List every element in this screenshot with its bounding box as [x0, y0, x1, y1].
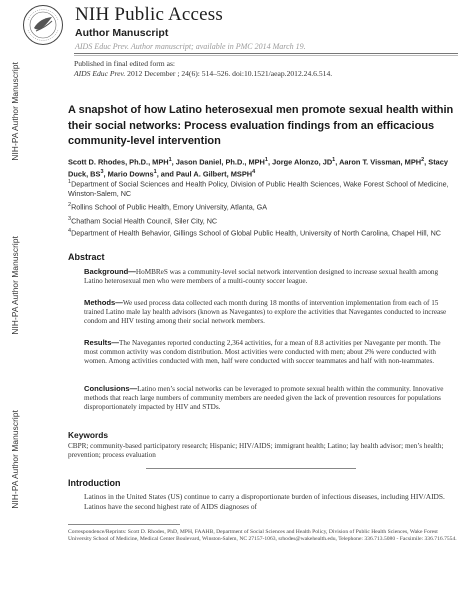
footnote-rule: [68, 524, 180, 525]
header-rule: [74, 53, 458, 54]
abstract-label: Results—: [84, 338, 120, 347]
abstract-label: Methods—: [84, 298, 123, 307]
affiliation-text: Department of Health Behavior, Gillings School of Global Public Health, University of North Carolina, Chapel Hill, NC: [71, 228, 441, 238]
author-affil-marker: 1: [264, 157, 268, 163]
author-name: Jorge Alonzo, JD: [272, 157, 333, 167]
abstract-background: [84, 267, 454, 286]
author-name: Stacy Duck, BS: [68, 157, 448, 179]
abstract-text: We used process data collected each month during 18 months of intervention implementation from each of 15 trained Latino male lay health advisors (known as Navegantes) to explore the activities that Navegantes conducted to increase condom and HIV testing among their social network members.: [84, 299, 447, 326]
header-title: NIH Public Access: [75, 4, 223, 25]
affiliation-2: [68, 200, 464, 212]
introduction-text: Latinos in the United States (US) continue to carry a disproportionate burden of infectious diseases, including HIV/AIDS. Latinos have the second highest rate of AIDS diagnoses of: [84, 492, 445, 511]
hhs-seal-icon: [22, 4, 64, 46]
author-name: Jason Daniel, Ph.D., MPH: [175, 157, 265, 167]
author-name: Paul A. Gilbert, MSPH: [176, 169, 253, 179]
keywords-rule: [146, 468, 356, 469]
correspondence-footnote: Correspondence/Reprints: Scott D. Rhodes, PhD, MPH, FAAHB, Department of Social Sciences and Health Policy, Division of Public Health Sciences, Wake Forest University School of Medicine, Medical Center Boulevard, Winston-Salem, NC 27157-1063, srhodes@wakehealth.edu, Telephone: 336.713.5080 - Facsimile: 336.716.7554.: [68, 529, 457, 543]
published-label: Published in final edited form as:: [74, 59, 176, 68]
affiliation-marker: 4: [68, 228, 72, 234]
abstract-heading: Abstract: [68, 252, 105, 262]
affiliation-marker: 2: [68, 202, 72, 208]
author-name: Scott D. Rhodes, Ph.D., MPH: [68, 157, 169, 167]
affiliation-marker: 3: [68, 216, 72, 222]
author-separator: ,: [424, 157, 429, 167]
affiliation-3: [68, 214, 464, 226]
keywords-heading: Keywords: [68, 430, 109, 440]
sidebar-label-bottom: NIH-PA Author Manuscript: [10, 410, 20, 509]
affiliation-text: Chatham Social Health Council, Siler City, NC: [71, 216, 218, 226]
author-affil-marker: 4: [252, 169, 256, 176]
abstract-label: Background—: [84, 267, 136, 276]
author-name: Aaron T. Vissman, MPH: [339, 157, 422, 167]
header-rule-secondary: [74, 55, 458, 56]
affiliation-text: Rollins School of Public Health, Emory University, Atlanta, GA: [71, 202, 268, 212]
author-separator: ,: [335, 157, 340, 167]
author-separator: ,: [267, 157, 273, 167]
affiliation-text: Department of Social Sciences and Health Policy, Division of Public Health Sciences, Wake Forest School of Medicine, Winston-Salem, NC: [68, 179, 449, 199]
availability-note: AIDS Educ Prev. Author manuscript; available in PMC 2014 March 19.: [75, 42, 306, 51]
abstract-text: HoMBReS was a community-level social network intervention designed to increase sexual health among Latino heterosexual men who were members of a multi-county soccer league.: [84, 268, 439, 286]
keywords-text: CBPR; community-based participatory research; Hispanic; HIV/AIDS; immigrant health; Latino; lay health advisor; men’s health; prevention; process evaluation: [68, 442, 444, 460]
citation-journal: AIDS Educ Prev.: [74, 68, 126, 78]
abstract-label: Conclusions—: [84, 384, 138, 393]
author-affil-marker: 2: [421, 157, 425, 163]
affiliation-4: [68, 226, 464, 238]
author-affil-marker: 1: [332, 157, 336, 163]
affiliation-marker: 1: [68, 179, 72, 185]
abstract-text: Latino men’s social networks can be leveraged to promote sexual health within the community. Innovative methods that reach large numbers of community members are needed given the lack of prevention resources for populations disproportionately impacted by HIV and STDs.: [84, 385, 444, 412]
author-affil-marker: 3: [100, 169, 104, 176]
citation-line: [74, 69, 464, 79]
abstract-text: The Navegantes reported conducting 2,364 activities, for a mean of 8.8 activities per Navegante per month. The most common activity was condom distribution. Most activities were conducted with men; about 2% were conducted with women. Among activities conducted with men, half were conducted with soccer teammates and half with non-teammates.: [84, 339, 441, 366]
abstract-conclusions: [84, 384, 454, 413]
sidebar-label-middle: NIH-PA Author Manuscript: [10, 236, 20, 335]
author-separator: ,: [171, 157, 176, 167]
nihpa-sidebar: [6, 60, 24, 605]
abstract-methods: [84, 298, 454, 327]
author-affil-marker: 1: [168, 157, 172, 163]
published-citation: [74, 59, 464, 78]
article-title: A snapshot of how Latino heterosexual men promote sexual health within their social networks: Process evaluation findings from an efficacious community-level intervention: [68, 104, 454, 147]
author-name: Mario Downs: [107, 169, 154, 179]
author-separator: ,: [103, 169, 108, 179]
author-separator: , and: [156, 169, 176, 179]
citation-details: 2012 December ; 24(6): 514–526. doi:10.1521/aeap.2012.24.6.514.: [125, 68, 333, 78]
affiliation-1: [68, 177, 464, 199]
header-subtitle: Author Manuscript: [75, 27, 169, 39]
abstract-results: [84, 338, 454, 367]
introduction-heading: Introduction: [68, 478, 121, 488]
author-affil-marker: 1: [153, 169, 157, 176]
sidebar-label-top: NIH-PA Author Manuscript: [10, 62, 20, 161]
